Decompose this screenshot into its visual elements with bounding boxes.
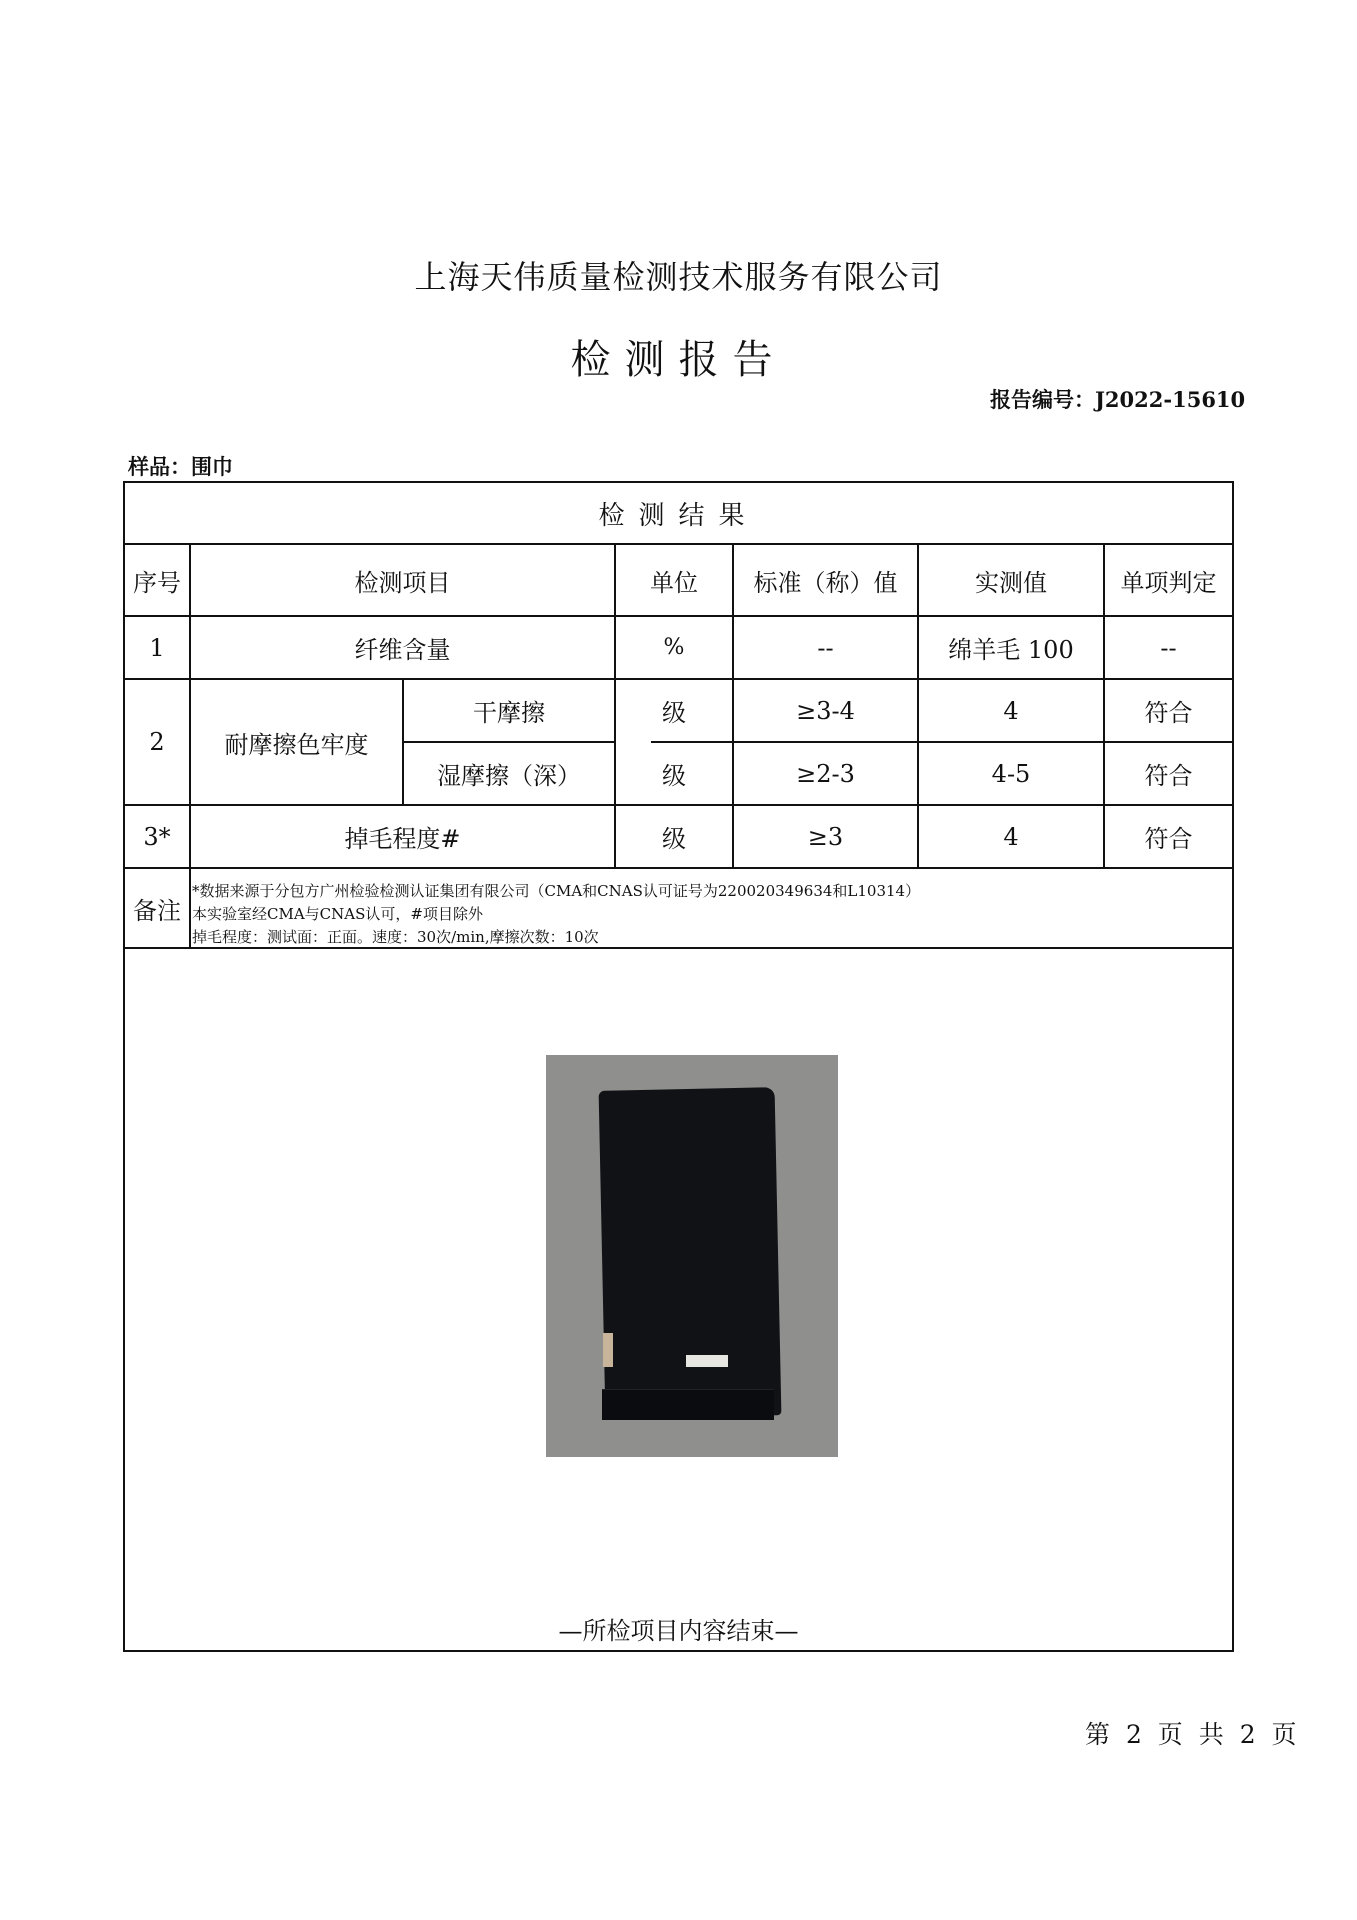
row2b-measured: 4-5 [991,759,1031,788]
row1-item: 纤维含量 [354,636,451,664]
end-of-items-text: —所检项目内容结束— [558,1617,799,1645]
note-line: *数据来源于分包方广州检验检测认证集团有限公司（CMA和CNAS认可证号为220020349634和L10314） [192,882,921,900]
header-no: 序号 [133,568,181,597]
row2-item: 耐摩擦色牢度 [224,730,369,759]
row2-subitem-wet: 湿摩擦（深） [437,762,581,790]
results-title: 检测结果 [598,500,759,531]
header-standard: 标准（称）值 [753,568,898,597]
note-line: 掉毛程度：测试面：正面。速度：30次/min,摩擦次数：10次 [192,928,599,946]
sample-name: 样品：围巾 [128,454,233,479]
notes-text [192,880,920,949]
row2-standard: ≥3-4 [796,696,855,725]
row3-unit: 级 [662,825,686,853]
row2b-standard: ≥2-3 [796,759,855,788]
row3-no: 3* [143,822,171,851]
row1-no: 1 [149,633,165,662]
page-number: 第 2 页 共 2 页 [1085,1720,1301,1749]
row3-item: 掉毛程度# [344,825,461,853]
header-measured: 实测值 [975,568,1047,597]
note-line: 本实验室经CMA与CNAS认可，#项目除外 [192,905,483,923]
row2b-judgement: 符合 [1144,762,1193,790]
row1-unit: % [663,635,685,660]
row1-standard: -- [817,633,834,662]
row2-no: 2 [149,728,165,756]
row1-measured: 绵羊毛 100 [948,636,1074,664]
row2-subitem-dry: 干摩擦 [473,699,545,727]
row2-measured: 4 [1003,696,1019,725]
row3-standard: ≥3 [807,822,844,851]
report-number: 报告编号：J2022-15610 [990,387,1246,412]
notes-label: 备注 [133,896,181,925]
results-table [123,481,1234,1652]
header-unit: 单位 [650,568,698,597]
row2b-unit: 级 [662,762,686,790]
row1-judgement: -- [1160,633,1177,662]
company-name: 上海天伟质量检测技术服务有限公司 [414,258,943,296]
sample-photo [546,1055,838,1457]
row3-judgement: 符合 [1144,825,1193,853]
header-judgement: 单项判定 [1120,568,1217,597]
row2-unit: 级 [662,699,686,727]
row2-judgement: 符合 [1144,699,1193,727]
row3-measured: 4 [1003,822,1019,851]
document-title: 检测报告 [570,337,787,383]
header-item: 检测项目 [354,568,451,597]
